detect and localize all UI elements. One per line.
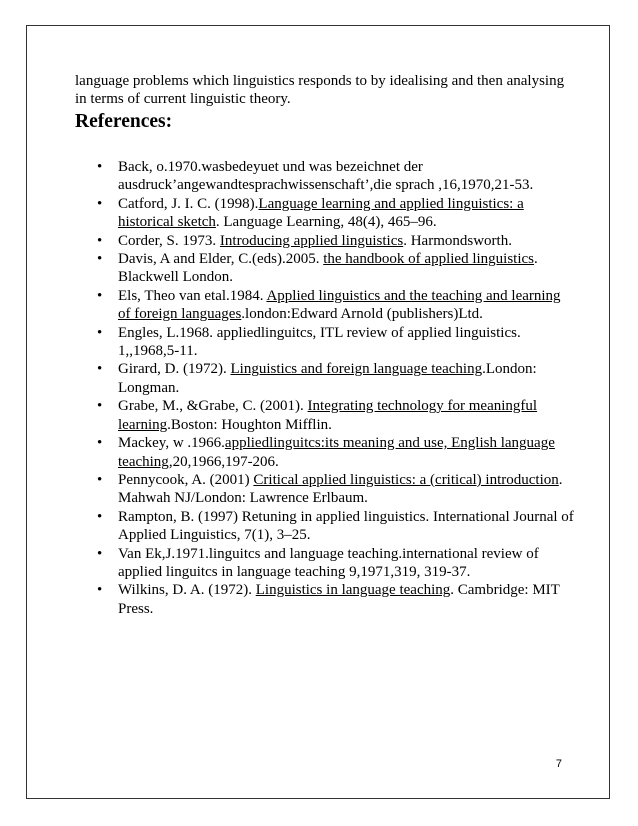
reference-title-link[interactable]: Critical applied linguistics: a (critical) introduction (253, 471, 559, 488)
reference-title-link[interactable]: Language learning and applied linguistics: a historical sketch (118, 195, 524, 231)
reference-title-link[interactable]: the handbook of applied linguistics (323, 251, 535, 268)
references-list (75, 158, 575, 618)
reference-item: • Rampton, B. (1997) Retuning in applied linguistics. International Journal of Applied Linguistics, 7(1), 3–25. (75, 508, 575, 545)
reference-item: • Grabe, M., &Grabe, C. (2001). Integrating technology for meaningful learning.Boston: Houghton Mifflin. (75, 397, 575, 434)
reference-item: • Els, Theo van etal.1984. Applied linguistics and the teaching and learning of foreign languages.london:Edward Arnold (publishers)Ltd. (75, 287, 575, 324)
page-content (75, 72, 575, 618)
reference-title-link[interactable]: Introducing applied linguistics (219, 232, 404, 249)
reference-item: • Wilkins, D. A. (1972). Linguistics in language teaching. Cambridge: MIT Press. (75, 581, 575, 618)
reference-title-link[interactable]: appliedlinguitcs:its meaning and use, English language teaching (118, 435, 555, 470)
reference-item: • Pennycook, A. (2001) Critical applied linguistics: a (critical) introduction. Mahwah NJ/London: Lawrence Erlbaum. (75, 471, 575, 508)
page-number: 7 (555, 758, 562, 770)
reference-item: • Mackey, w .1966.appliedlinguitcs:its meaning and use, English language teaching,20,1966,197-206. (75, 434, 575, 471)
reference-title-link[interactable]: Linguistics in language teaching (255, 582, 451, 599)
reference-title-link[interactable]: Integrating technology for meaningful learning (118, 398, 538, 433)
reference-title-link[interactable]: Applied linguistics and the teaching and learning of foreign languages (118, 287, 561, 323)
reference-item: • Corder, S. 1973. Introducing applied linguistics. Harmondsworth. (75, 232, 575, 250)
reference-title-link[interactable]: Linguistics and foreign language teaching (230, 361, 483, 378)
reference-item: • Catford, J. I. C. (1998).Language learning and applied linguistics: a historical sketch. Language Learning, 48(4), 465–96. (75, 195, 575, 232)
reference-item: • Van Ek,J.1971.linguitcs and language teaching.international review of applied linguitcs in language teaching 9,1971,319, 319-37. (75, 545, 575, 582)
reference-item: • Davis, A and Elder, C.(eds).2005. the handbook of applied linguistics. Blackwell London. (75, 250, 575, 287)
reference-item: • Girard, D. (1972). Linguistics and foreign language teaching.London: Longman. (75, 360, 575, 397)
reference-item: • Back, o.1970.wasbedeyuet und was bezeichnet der ausdruck’angewandtesprachwissenschaft’,die sprach ,16,1970,21-53. (75, 158, 575, 195)
reference-item: • Engles, L.1968. appliedlinguitcs, ITL review of applied linguistics. 1,,1968,5-11. (75, 324, 575, 361)
references-heading: References: (75, 111, 173, 132)
intro-paragraph: language problems which linguistics responds to by idealising and then analysing in terms of current linguistic theory. (75, 73, 565, 107)
